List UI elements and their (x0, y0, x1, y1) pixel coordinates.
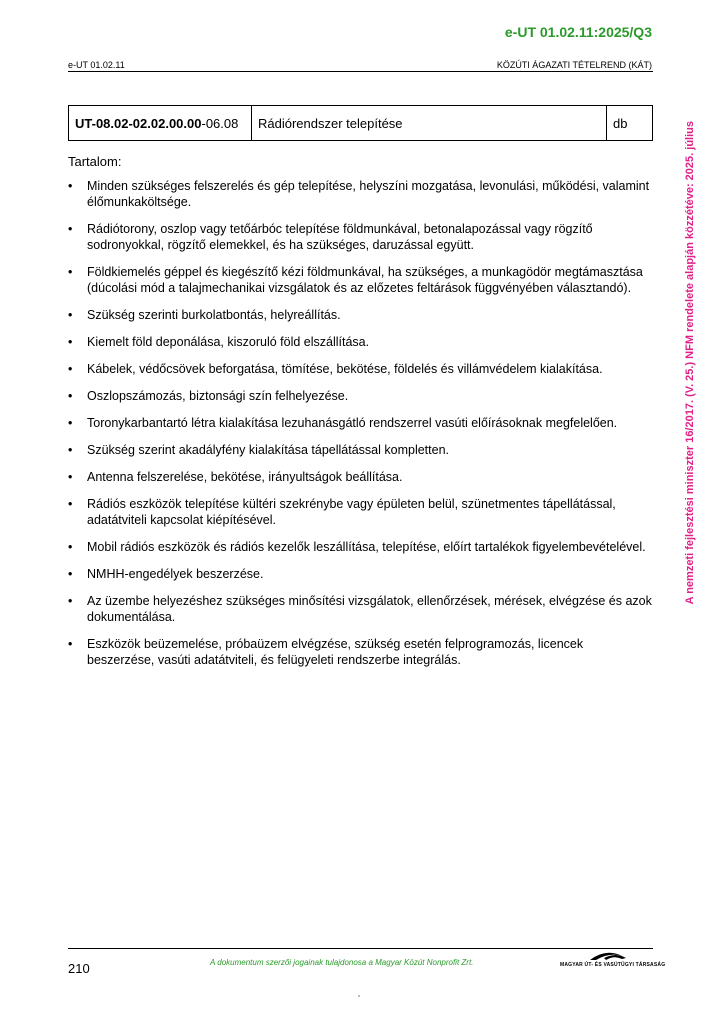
document-code: e-UT 01.02.11:2025/Q3 (504, 24, 652, 40)
list-item: • Az üzembe helyezéshez szükséges minősítési vizsgálatok, ellenőrzések, mérések, elvégzése és azok dokumentálása. (68, 594, 652, 624)
bullet-icon: • (68, 594, 73, 608)
scan-dot (358, 995, 360, 997)
list-item: • Antenna felszerelése, bekötése, irányultságok beállítása. (68, 470, 403, 484)
bullet-icon: • (68, 389, 73, 403)
bullet-icon: • (68, 265, 73, 279)
content-list (68, 178, 653, 679)
list-item: • Szükség szerint akadályfény kialakítása tápellátással kompletten. (68, 443, 449, 457)
bullet-icon: • (68, 222, 73, 236)
list-item: • Földkiemelés géppel és kiegészítő kézi földmunkával, ha szükséges, a munkagödör megtámasztása (dúcolási mód a talajmechanikai vizsgálatok és az előzetes feltárások függvényében választandó). (68, 265, 643, 295)
bullet-icon: • (68, 308, 73, 322)
item-code (69, 106, 252, 140)
page-number: 210 (68, 961, 90, 976)
item-code-main: UT-08.02-02.02.00.00 (75, 115, 202, 131)
item-unit: db (613, 115, 628, 131)
item-name: Rádiórendszer telepítése (252, 106, 607, 140)
bullet-icon: • (68, 637, 73, 651)
bullet-icon: • (68, 362, 73, 376)
item-code-suffix: -06.08 (201, 115, 239, 131)
bullet-icon: • (68, 179, 73, 193)
list-item: • Szükség szerinti burkolatbontás, helyreállítás. (68, 308, 341, 322)
content-title: Tartalom: (68, 154, 122, 169)
list-item: • Rádiós eszközök telepítése kültéri szekrénybe vagy épületen belül, szünetmentes tápellátással, adatátviteli kapcsolat kiépítésével. (68, 497, 616, 527)
list-item: • Eszközök beüzemelése, próbaüzem elvégzése, szükség esetén felprogramozás, licencek beszerzése, vasúti adatátviteli, és felügyeleti rendszerbe integrálás. (68, 637, 584, 667)
bullet-icon: • (68, 335, 73, 349)
list-item: • Rádiótorony, oszlop vagy tetőárbóc telepítése földmunkával, betonalapozással vagy rögzítő sodronyokkal, rögzítő elemekkel, és ha szükséges, daruzással együtt. (68, 222, 593, 252)
bullet-icon: • (68, 443, 73, 457)
footer-divider (68, 948, 653, 949)
header-divider (68, 71, 653, 72)
bullet-icon: • (68, 470, 73, 484)
bullet-icon: • (68, 567, 73, 581)
list-item: • Minden szükséges felszerelés és gép telepítése, helyszíni mozgatása, levonulási, működési, valamint élőmunkaköltsége. (68, 179, 650, 209)
item-table (68, 105, 653, 141)
list-item: • Mobil rádiós eszközök és rádiós kezelők leszállítása, telepítése, előírt tartalékok figyelembevételével. (68, 540, 646, 554)
logo-text: MAGYAR ÚT- ÉS VASÚTÜGYI TÁRSASÁG (560, 962, 666, 968)
header-left: e-UT 01.02.11 (68, 60, 125, 70)
list-item: • Kiemelt föld deponálása, kiszoruló föld elszállítása. (68, 335, 370, 349)
header-right: KÖZÚTI ÁGAZATI TÉTELREND (KÁT) (496, 60, 652, 70)
publication-side-note: A nemzeti fejlesztési miniszter 16/2017. (V. 25.) NFM rendelete alapján közzétéve: 2025. július (684, 120, 696, 605)
copyright-note: A dokumentum szerzői jogainak tulajdonosa a Magyar Közút Nonprofit Zrt. (210, 958, 474, 967)
list-item: • Oszlopszámozás, biztonsági szín felhelyezése. (68, 389, 349, 403)
bullet-icon: • (68, 497, 73, 511)
bullet-icon: • (68, 540, 73, 554)
bullet-icon: • (68, 416, 73, 430)
list-item: • NMHH-engedélyek beszerzése. (68, 567, 264, 581)
list-item: • Kábelek, védőcsövek beforgatása, tömítése, bekötése, földelés és villámvédelem kialakítása. (68, 362, 603, 376)
list-item: • Toronykarbantartó létra kialakítása lezuhanásgátló rendszerrel vasúti előírásoknak megfelelően. (68, 416, 618, 430)
